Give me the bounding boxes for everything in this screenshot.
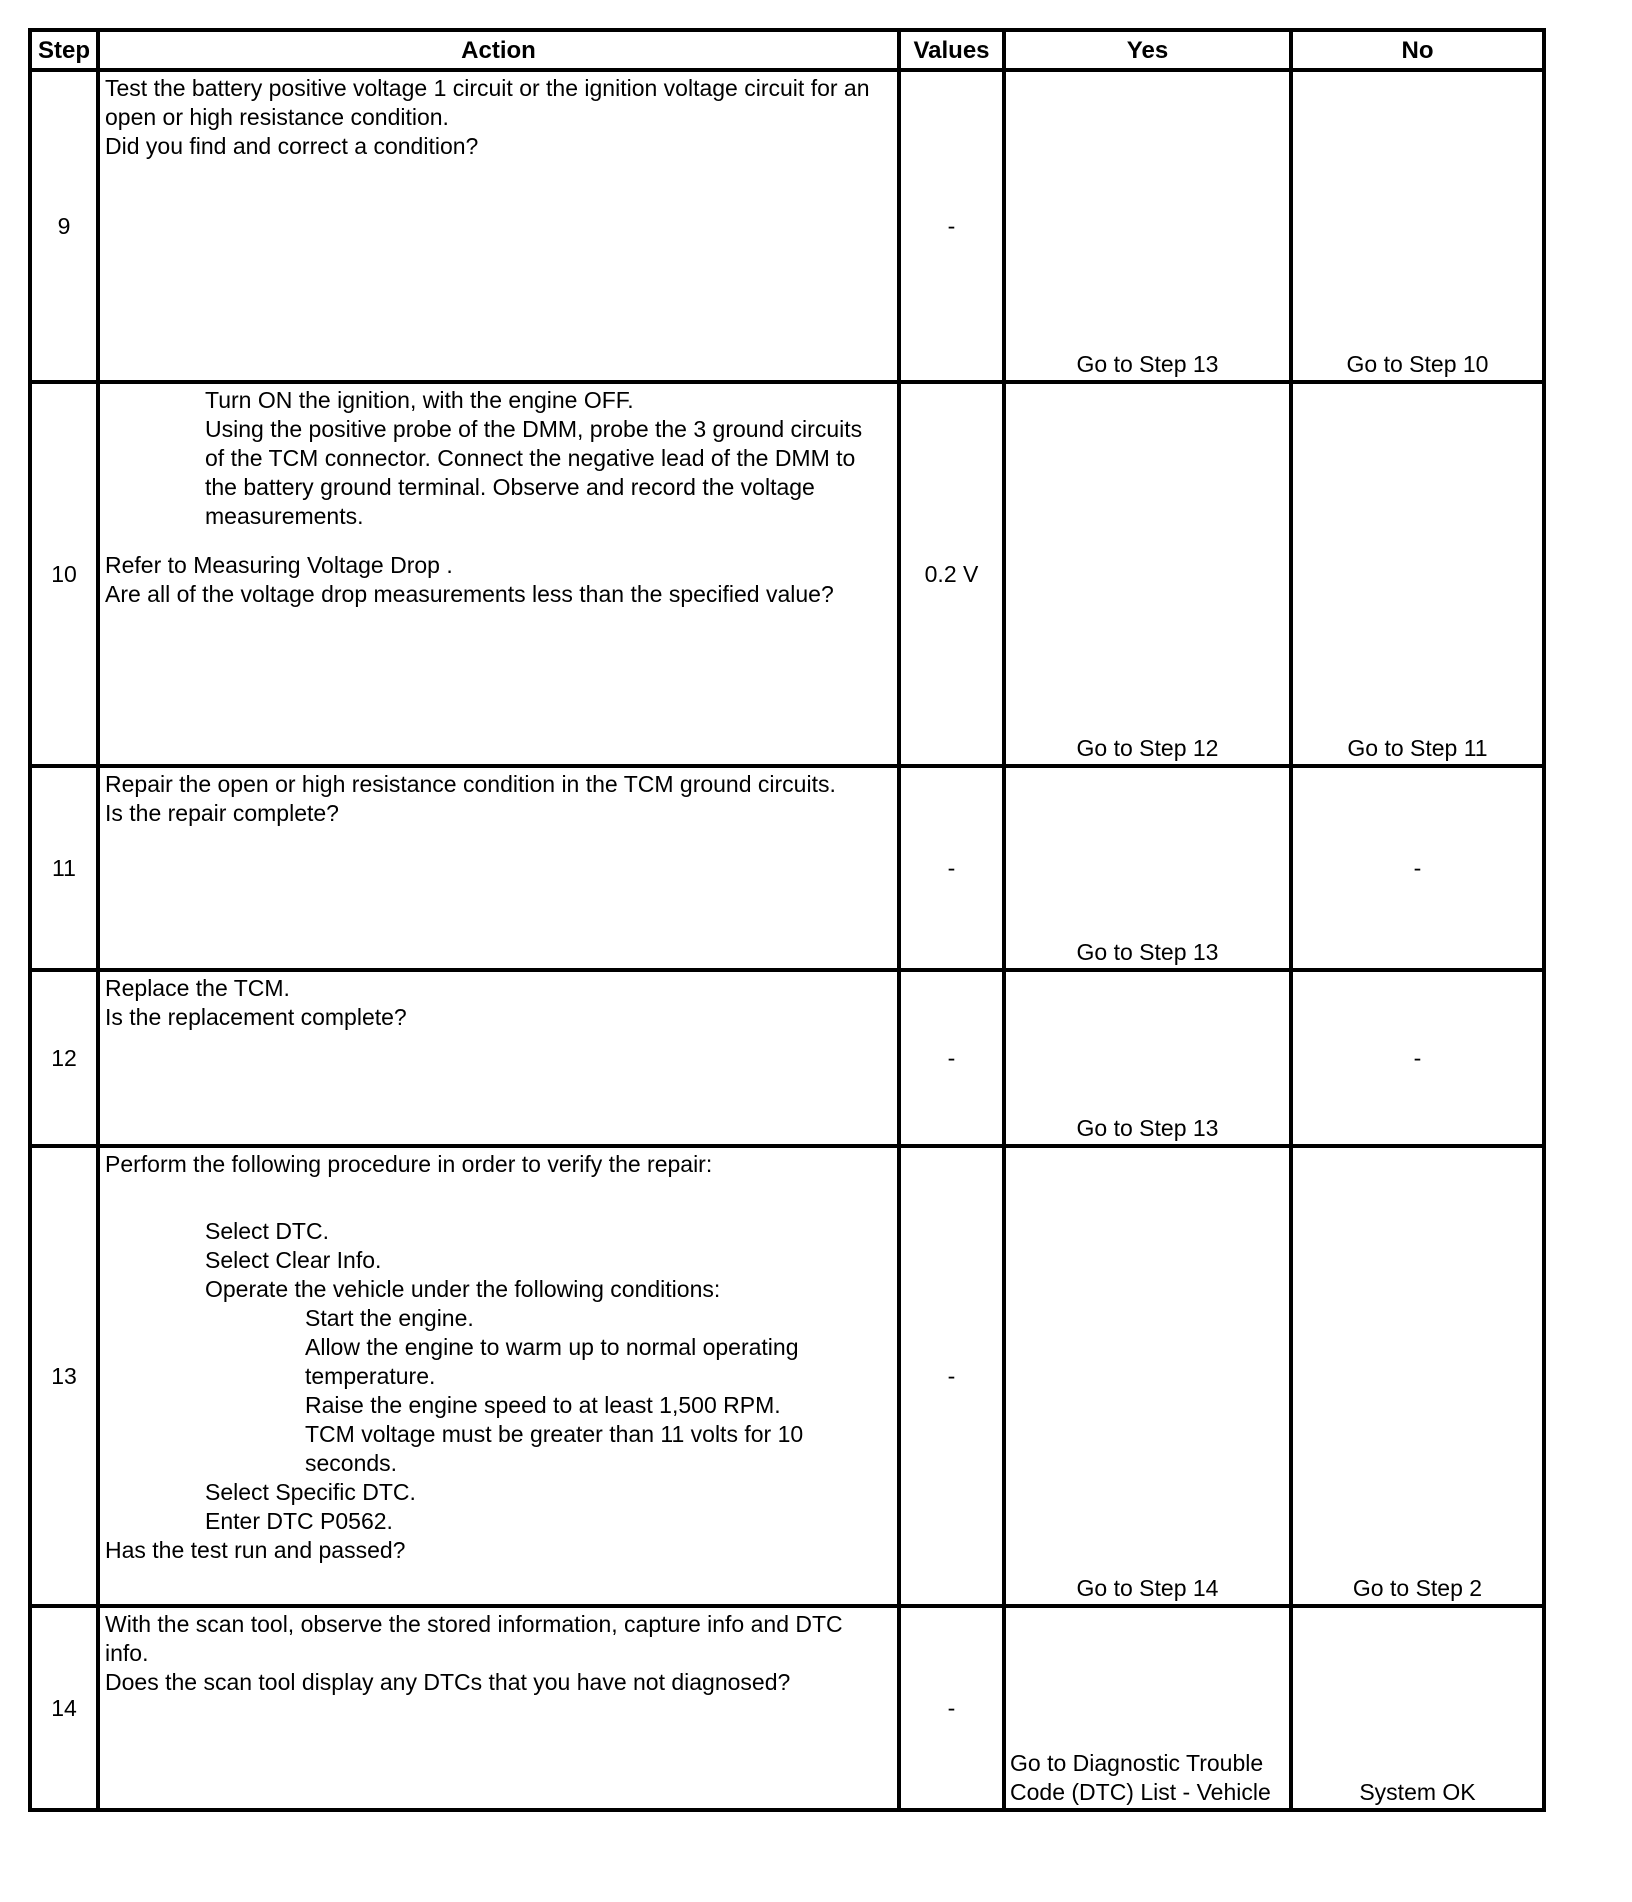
no-cell: Go to Step 2 — [1291, 1146, 1544, 1606]
step-number: 10 — [30, 382, 98, 766]
action-question: Is the replacement complete? — [105, 1004, 407, 1030]
header-no: No — [1291, 30, 1544, 70]
action-text: Perform the following procedure in order to verify the repair: — [105, 1151, 713, 1177]
step-number: 9 — [30, 70, 98, 382]
action-text: Replace the TCM. — [105, 975, 290, 1001]
action-text: Select Specific DTC. — [205, 1479, 416, 1505]
no-cell: System OK — [1291, 1606, 1544, 1810]
yes-cell: Go to Step 13 — [1004, 70, 1291, 382]
action-text: Enter DTC P0562. — [205, 1508, 393, 1534]
no-cell: - — [1291, 766, 1544, 970]
header-row — [30, 30, 1544, 70]
step-number: 13 — [30, 1146, 98, 1606]
step-number: 12 — [30, 970, 98, 1146]
yes-cell: Go to Step 12 — [1004, 382, 1291, 766]
action-text: With the scan tool, observe the stored information, capture info and DTC info. — [105, 1611, 843, 1666]
action-text: TCM voltage must be greater than 11 volts for 10 seconds. — [305, 1421, 804, 1476]
value-cell: - — [899, 970, 1004, 1146]
action-cell — [98, 766, 899, 970]
action-question: Has the test run and passed? — [105, 1537, 406, 1563]
action-text: Test the battery positive voltage 1 circuit or the ignition voltage circuit for an open or high resistance condition. — [105, 75, 870, 130]
table-row — [30, 766, 1544, 970]
diagnostic-table — [28, 28, 1546, 1812]
table-row — [30, 970, 1544, 1146]
table-row — [30, 70, 1544, 382]
action-cell — [98, 1146, 899, 1606]
action-text: Select Clear Info. — [205, 1247, 382, 1273]
step-number: 11 — [30, 766, 98, 970]
header-yes: Yes — [1004, 30, 1291, 70]
header-values: Values — [899, 30, 1004, 70]
action-text: Repair the open or high resistance condition in the TCM ground circuits. — [105, 771, 836, 797]
action-text: Select DTC. — [205, 1218, 329, 1244]
action-cell — [98, 970, 899, 1146]
value-cell: - — [899, 1146, 1004, 1606]
no-cell: - — [1291, 970, 1544, 1146]
table-row — [30, 1606, 1544, 1810]
yes-cell: Go to Diagnostic Trouble Code (DTC) List - Vehicle — [1004, 1606, 1291, 1810]
action-cell — [98, 1606, 899, 1810]
yes-cell: Go to Step 14 — [1004, 1146, 1291, 1606]
value-cell: - — [899, 70, 1004, 382]
no-cell: Go to Step 10 — [1291, 70, 1544, 382]
no-cell: Go to Step 11 — [1291, 382, 1544, 766]
header-action: Action — [98, 30, 899, 70]
action-text: Start the engine. — [305, 1305, 474, 1331]
step-number: 14 — [30, 1606, 98, 1810]
yes-cell: Go to Step 13 — [1004, 970, 1291, 1146]
action-cell — [98, 70, 899, 382]
action-cell — [98, 382, 899, 766]
value-cell: 0.2 V — [899, 382, 1004, 766]
header-step: Step — [30, 30, 98, 70]
table-row — [30, 1146, 1544, 1606]
value-cell: - — [899, 1606, 1004, 1810]
action-question: Is the repair complete? — [105, 800, 339, 826]
action-text: Turn ON the ignition, with the engine OFF. — [205, 387, 634, 413]
table-row — [30, 382, 1544, 766]
action-text: Allow the engine to warm up to normal operating temperature. — [305, 1334, 799, 1389]
action-text: Raise the engine speed to at least 1,500 RPM. — [305, 1392, 781, 1418]
action-question: Did you find and correct a condition? — [105, 133, 479, 159]
action-text: Using the positive probe of the DMM, probe the 3 ground circuits of the TCM connector. Connect the negative lead of the DMM to the battery ground terminal. Observe and record the voltage measurements. — [205, 416, 863, 529]
action-question: Does the scan tool display any DTCs that you have not diagnosed? — [105, 1669, 791, 1695]
action-text: Refer to Measuring Voltage Drop . — [105, 552, 453, 578]
action-question: Are all of the voltage drop measurements less than the specified value? — [105, 581, 834, 607]
action-text: Operate the vehicle under the following conditions: — [205, 1276, 721, 1302]
yes-cell: Go to Step 13 — [1004, 766, 1291, 970]
value-cell: - — [899, 766, 1004, 970]
